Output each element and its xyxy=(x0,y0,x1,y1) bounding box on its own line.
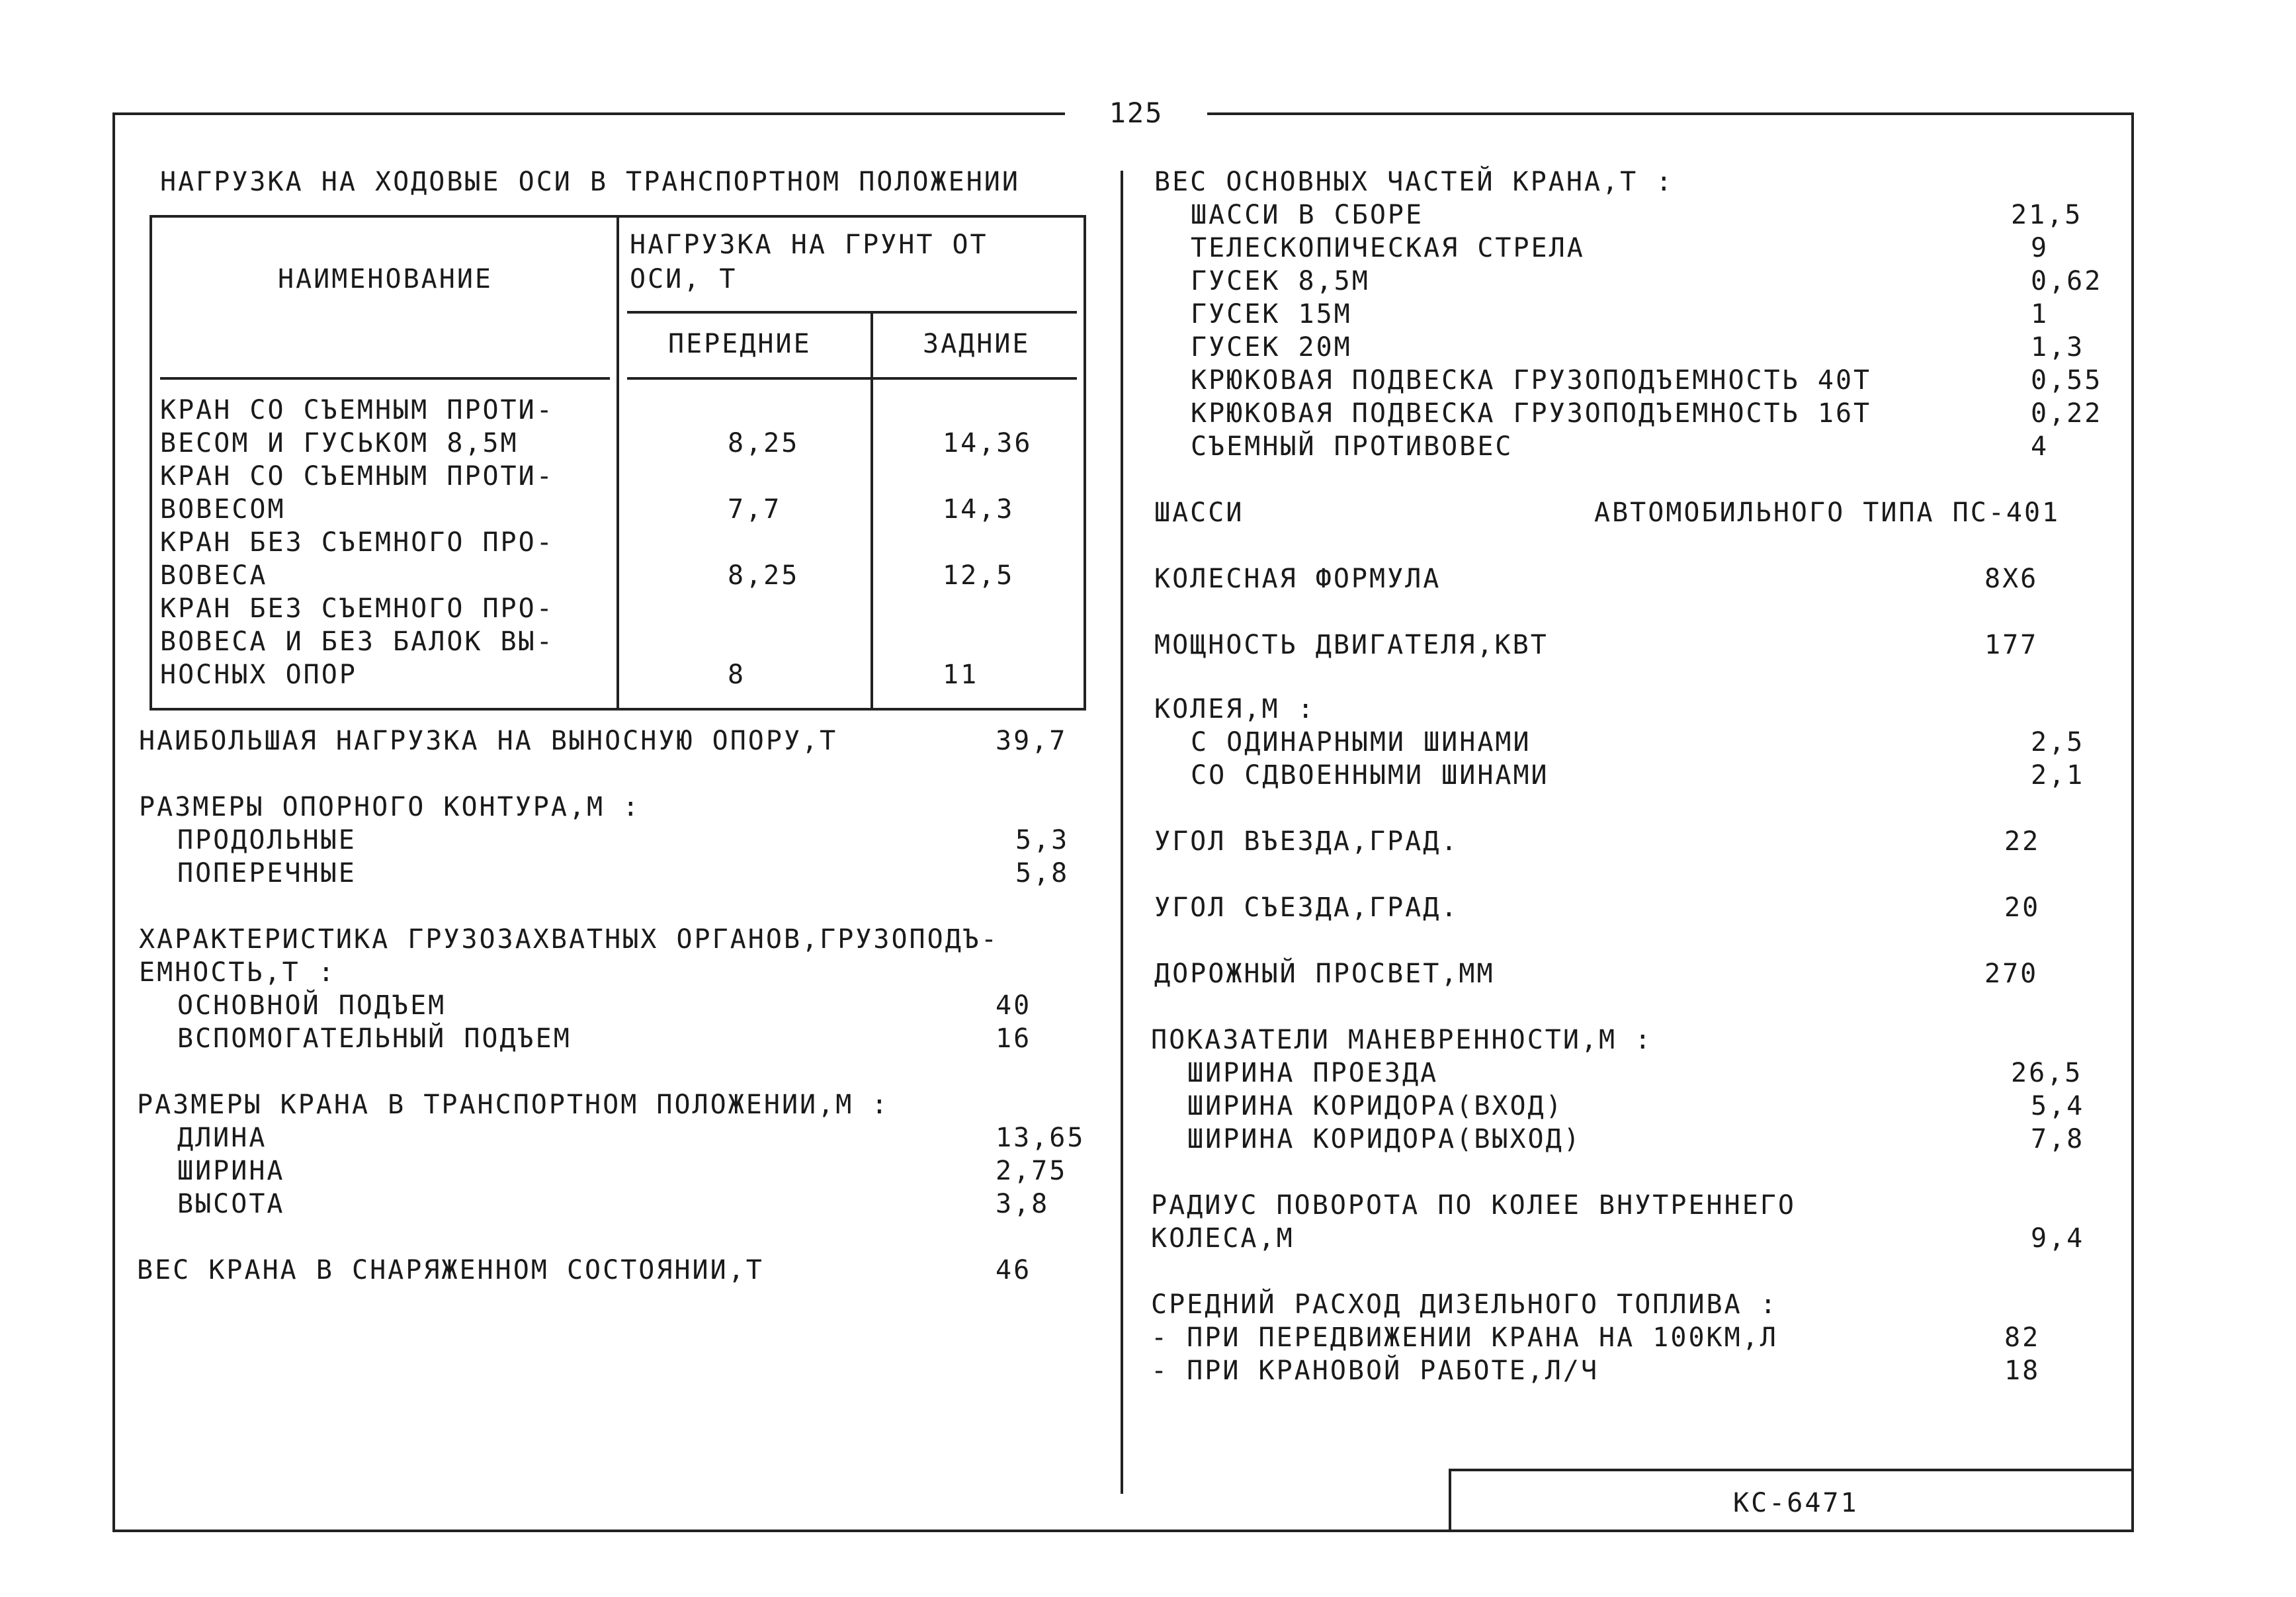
table-row-2-name-2: ВОВЕСОМ xyxy=(160,494,286,525)
part-value-8: 4 xyxy=(2031,431,2049,462)
table-row-1-name-1: КРАН СО СЪЕМНЫМ ПРОТИ- xyxy=(160,395,554,425)
chassis-value: АВТОМОБИЛЬНОГО ТИПА ПС-401 xyxy=(1594,497,2061,528)
length-label: ДЛИНА xyxy=(177,1123,267,1153)
part-label-6: КРЮКОВАЯ ПОДВЕСКА ГРУЗОПОДЪЕМНОСТЬ 40Т xyxy=(1191,365,1872,396)
fuel-crane-label: - ПРИ КРАНОВОЙ РАБОТЕ,Л/Ч xyxy=(1151,1356,1599,1386)
table-row-1-name-2: ВЕСОМ И ГУСЬКОМ 8,5М xyxy=(160,428,519,458)
part-label-7: КРЮКОВАЯ ПОДВЕСКА ГРУЗОПОДЪЕМНОСТЬ 16Т xyxy=(1191,398,1872,429)
table-row-1-rear: 14,36 xyxy=(943,428,1033,458)
col-header-load-2: ОСИ, Т xyxy=(630,264,738,294)
contour-long-label: ПРОДОЛЬНЫЕ xyxy=(177,825,357,855)
chassis-label: ШАССИ xyxy=(1154,497,1244,528)
table-row-4-name-2: ВОВЕСА И БЕЗ БАЛОК ВЫ- xyxy=(160,626,554,657)
part-label-5: ГУСЕК 20М xyxy=(1191,332,1352,363)
table-row-4-name-3: НОСНЫХ ОПОР xyxy=(160,660,357,690)
parts-title: ВЕС ОСНОВНЫХ ЧАСТЕЙ КРАНА,Т : xyxy=(1154,167,1674,197)
turn-label-1: РАДИУС ПОВОРОТА ПО КОЛЕЕ ВНУТРЕННЕГО xyxy=(1151,1190,1796,1221)
height-value: 3,8 xyxy=(996,1189,1050,1219)
turn-label-2: КОЛЕСА,М xyxy=(1151,1223,1295,1254)
passage-value: 26,5 xyxy=(2011,1058,2083,1088)
power-value: 177 xyxy=(1984,630,2039,660)
table-row-2-rear: 14,3 xyxy=(943,494,1015,525)
weight-label: ВЕС КРАНА В СНАРЯЖЕННОМ СОСТОЯНИИ,Т xyxy=(137,1255,764,1285)
table-subheader-line xyxy=(627,311,1077,314)
drawing-code: КС-6471 xyxy=(1733,1488,1859,1518)
part-label-2: ТЕЛЕСКОПИЧЕСКАЯ СТРЕЛА xyxy=(1191,233,1585,263)
aux-hoist-label: ВСПОМОГАТЕЛЬНЫЙ ПОДЪЕМ xyxy=(177,1023,572,1054)
clearance-label: ДОРОЖНЫЙ ПРОСВЕТ,ММ xyxy=(1154,959,1495,989)
wheel-formula-value: 8Х6 xyxy=(1984,564,2039,594)
part-value-5: 1,3 xyxy=(2031,332,2085,363)
clearance-value: 270 xyxy=(1984,959,2039,989)
part-value-4: 1 xyxy=(2031,299,2049,329)
col-header-front: ПЕРЕДНИЕ xyxy=(668,329,812,359)
max-outrigger-value: 39,7 xyxy=(996,726,1068,756)
page-frame xyxy=(112,112,2134,1532)
table-right-line xyxy=(1084,215,1086,711)
width-label: ШИРИНА xyxy=(177,1156,285,1186)
max-outrigger-label: НАИБОЛЬШАЯ НАГРУЗКА НА ВЫНОСНУЮ ОПОРУ,Т xyxy=(139,726,838,756)
wheel-formula-label: КОЛЕСНАЯ ФОРМУЛА xyxy=(1154,564,1441,594)
table-header-line-right xyxy=(627,377,1077,380)
height-label: ВЫСОТА xyxy=(177,1189,285,1219)
turn-value: 9,4 xyxy=(2031,1223,2085,1254)
corridor-out-value: 7,8 xyxy=(2031,1124,2085,1154)
page-number: 125 xyxy=(1065,97,1207,128)
table-col-line-2 xyxy=(871,311,873,711)
main-hoist-value: 40 xyxy=(996,990,1032,1021)
part-label-1: ШАССИ В СБОРЕ xyxy=(1191,200,1424,230)
dims-title: РАЗМЕРЫ КРАНА В ТРАНСПОРТНОМ ПОЛОЖЕНИИ,М : xyxy=(137,1090,890,1120)
table-row-2-name-1: КРАН СО СЪЕМНЫМ ПРОТИ- xyxy=(160,461,554,492)
contour-trans-label: ПОПЕРЕЧНЫЕ xyxy=(177,858,357,888)
table-col-line-1 xyxy=(617,215,619,711)
track-title: КОЛЕЯ,М : xyxy=(1154,694,1316,724)
track-single-value: 2,5 xyxy=(2031,727,2085,757)
approach-label: УГОЛ ВЪЕЗДА,ГРАД. xyxy=(1154,826,1459,857)
main-hoist-label: ОСНОВНОЙ ПОДЪЕМ xyxy=(177,990,446,1021)
part-value-2: 9 xyxy=(2031,233,2049,263)
table-row-3-name-2: ВОВЕСА xyxy=(160,560,268,591)
part-label-3: ГУСЕК 8,5М xyxy=(1191,266,1370,296)
table-row-3-name-1: КРАН БЕЗ СЪЕМНОГО ПРО- xyxy=(160,527,554,558)
approach-value: 22 xyxy=(2004,826,2041,857)
table-row-2-front: 7,7 xyxy=(728,494,782,525)
table-row-4-name-1: КРАН БЕЗ СЪЕМНОГО ПРО- xyxy=(160,593,554,624)
length-value: 13,65 xyxy=(996,1123,1085,1153)
contour-long-value: 5,3 xyxy=(1015,825,1070,855)
grip-title-1: ХАРАКТЕРИСТИКА ГРУЗОЗАХВАТНЫХ ОРГАНОВ,ГРУЗОПОДЪ- xyxy=(139,924,999,955)
grip-title-2: ЕМНОСТЬ,Т : xyxy=(139,957,336,988)
part-value-6: 0,55 xyxy=(2031,365,2103,396)
column-divider xyxy=(1121,171,1123,1494)
part-value-3: 0,62 xyxy=(2031,266,2103,296)
fuel-crane-value: 18 xyxy=(2004,1356,2041,1386)
track-single-label: С ОДИНАРНЫМИ ШИНАМИ xyxy=(1191,727,1531,757)
part-label-4: ГУСЕК 15М xyxy=(1191,299,1352,329)
corridor-in-value: 5,4 xyxy=(2031,1091,2085,1121)
track-dual-label: СО СДВОЕННЫМИ ШИНАМИ xyxy=(1191,760,1549,791)
fuel-travel-label: - ПРИ ПЕРЕДВИЖЕНИИ КРАНА НА 100КМ,Л xyxy=(1151,1322,1778,1353)
col-header-load-1: НАГРУЗКА НА ГРУНТ ОТ xyxy=(630,230,988,260)
table-row-3-rear: 12,5 xyxy=(943,560,1015,591)
part-value-7: 0,22 xyxy=(2031,398,2103,429)
passage-label: ШИРИНА ПРОЕЗДА xyxy=(1187,1058,1439,1088)
track-dual-value: 2,1 xyxy=(2031,760,2085,791)
departure-label: УГОЛ СЪЕЗДА,ГРАД. xyxy=(1154,892,1459,923)
table-header-line-left xyxy=(160,377,610,380)
corridor-in-label: ШИРИНА КОРИДОРА(ВХОД) xyxy=(1187,1091,1564,1121)
fuel-travel-value: 82 xyxy=(2004,1322,2041,1353)
part-value-1: 21,5 xyxy=(2011,200,2083,230)
weight-value: 46 xyxy=(996,1255,1032,1285)
table-left-line xyxy=(149,215,152,711)
axle-load-title: НАГРУЗКА НА ХОДОВЫЕ ОСИ В ТРАНСПОРТНОМ ПОЛОЖЕНИИ xyxy=(160,167,1020,197)
departure-value: 20 xyxy=(2004,892,2041,923)
col-header-name: НАИМЕНОВАНИЕ xyxy=(278,264,493,294)
table-row-4-rear: 11 xyxy=(943,660,979,690)
contour-title: РАЗМЕРЫ ОПОРНОГО КОНТУРА,М : xyxy=(139,792,641,822)
power-label: МОЩНОСТЬ ДВИГАТЕЛЯ,КВТ xyxy=(1154,630,1549,660)
part-label-8: СЪЕМНЫЙ ПРОТИВОВЕС xyxy=(1191,431,1513,462)
fuel-title: СРЕДНИЙ РАСХОД ДИЗЕЛЬНОГО ТОПЛИВА : xyxy=(1151,1289,1778,1320)
aux-hoist-value: 16 xyxy=(996,1023,1032,1054)
maneuver-title: ПОКАЗАТЕЛИ МАНЕВРЕННОСТИ,М : xyxy=(1151,1025,1653,1055)
col-header-rear: ЗАДНИЕ xyxy=(923,329,1031,359)
table-row-3-front: 8,25 xyxy=(728,560,800,591)
table-row-1-front: 8,25 xyxy=(728,428,800,458)
corridor-out-label: ШИРИНА КОРИДОРА(ВЫХОД) xyxy=(1187,1124,1582,1154)
contour-trans-value: 5,8 xyxy=(1015,858,1070,888)
width-value: 2,75 xyxy=(996,1156,1068,1186)
table-row-4-front: 8 xyxy=(728,660,746,690)
